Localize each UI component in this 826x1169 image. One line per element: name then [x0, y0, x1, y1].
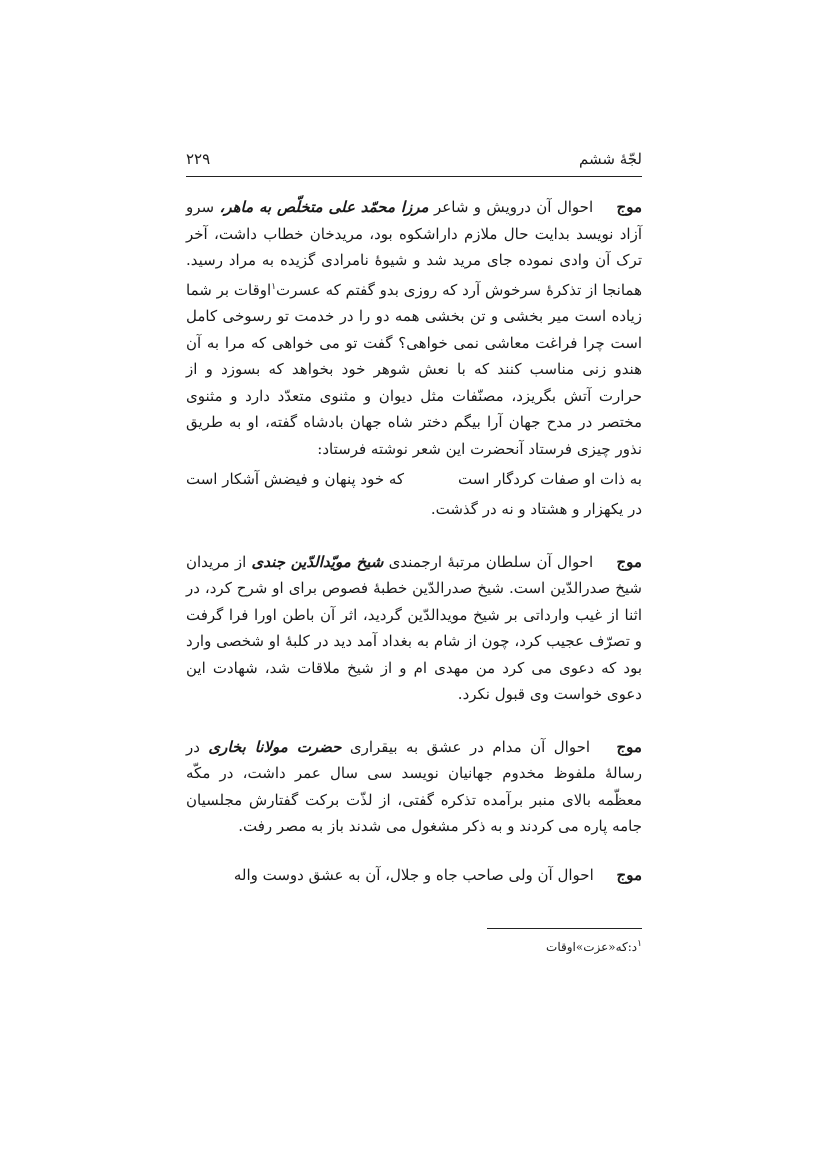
verse-hemistich-right: به ذات او صفات کردگار است	[458, 470, 642, 488]
paragraph-text: احوال آن ولی صاحب جاه و جلال، آن به عشق دوست واله	[233, 865, 594, 884]
wave-marker: موج	[616, 737, 642, 756]
footnote-number: ۱	[637, 939, 642, 949]
verse-hemistich-left: که خود پنهان و فیضش آشکار است	[186, 470, 405, 488]
paragraph-text: در رسالهٔ ملفوظ مخدوم جهانیان نویسد سی سال عمر داشت، در مکّه معظّمه بالای منبر برآمده تذکره گفتی، از لذّت برکت گفتارش مجلسیان جامه پاره می کردند و به ذکر مشغول می شدند باز به مصر رفت.	[186, 737, 642, 835]
paragraph-text: سرو آزاد نویسد بدایت حال ملازم داراشکوه بود، مریدخان خطاب داشت، آخر ترک آن وادی نموده جای مرید شد و شیوهٔ نامرادی گزیده به مراد رسید. همانجا از تذکرهٔ سرخوش آرد که روزی بدو گفتم که عسرت	[186, 198, 642, 299]
paragraph-text: از مریدان شیخ صدرالدّین است. شیخ صدرالدّین خطبهٔ فصوص برای او شرح کرد، در اثنا از غیب وارداتی بر شیخ مویدالدّین گردید، اثر آن باطن اورا فرا گرفت و تصرّف عجیب کرد، چون از شام به بغداد آمد دید در کلبهٔ او شخصی وارد بود که دعوی می کرد من مهدی ام و از شیخ ملاقات شد، شهادت این دعوی خواست وی قبول نکرد.	[186, 552, 642, 703]
paragraph-closing: در یکهزار و هشتاد و نه در گذشت.	[430, 500, 642, 518]
verse-couplet	[186, 466, 642, 496]
wave-marker: موج	[616, 552, 642, 571]
paragraph-4	[186, 862, 642, 889]
main-text	[186, 194, 642, 888]
wave-marker: موج	[616, 198, 642, 216]
person-name: مرزا محمّد علی متخلّص به ماهر،	[219, 198, 429, 216]
header-divider	[186, 176, 642, 177]
footnote-reference: ۱	[271, 281, 277, 292]
footnote	[546, 935, 642, 956]
wave-marker: موج	[616, 865, 642, 884]
paragraph-3	[186, 734, 642, 840]
paragraph-2	[186, 549, 642, 708]
person-name: شیخ مویّدالدّین جندی	[251, 552, 384, 571]
paragraph-1	[186, 194, 642, 462]
footnote-divider	[487, 928, 642, 929]
footnote-text: د:که«عزت»اوقات	[546, 940, 638, 954]
page-number: ۲۲۹	[186, 150, 211, 168]
chapter-title: لجّهٔ ششم	[579, 150, 642, 168]
person-name: حضرت مولانا بخاری	[208, 737, 342, 756]
paragraph-text: احوال آن درویش و شاعر	[434, 198, 594, 216]
paragraph-text: اوقات بر شما زیاده است میر بخشی و تن بخشی همه دو را در خدمت تو رسوخی کامل است چرا فراغت معاشی نمی خواهی؟ گفت تو می خواهی که مرا به آن هندو زنی مناسب کنند که با نعش شوهر خود بخواهد که بسوزد و از حرارت آتش بگریزد، مصنّفات مثل دیوان و مثنوی متعدّد دارد و مثنوی مختصر در مدح جهان آرا بیگم دختر شاه جهان بادشاه گفته، او به طریق نذور چیزی فرستاد آنحضرت این شعر نوشته فرستاد:	[186, 280, 642, 458]
paragraph-text: احوال آن سلطان مرتبهٔ ارجمندی	[388, 552, 594, 571]
paragraph-text: احوال آن مدام در عشق به بیقراری	[349, 737, 591, 756]
